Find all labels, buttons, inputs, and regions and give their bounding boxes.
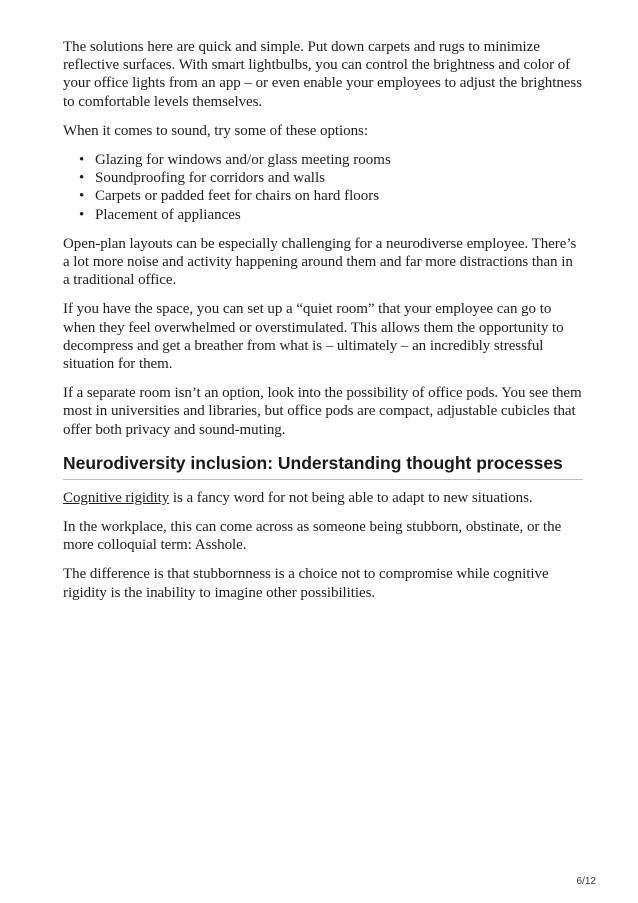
list-item bbox=[79, 169, 583, 187]
article-body bbox=[63, 38, 583, 613]
bullet-icon: • bbox=[79, 206, 85, 223]
list-item bbox=[79, 206, 583, 224]
list-item-text: Placement of appliances bbox=[95, 206, 241, 223]
paragraph-difference: The difference is that stubbornness is a choice not to compromise while cognitive rigidity is the inability to imagine other possibilities. bbox=[63, 566, 549, 601]
paragraph-workplace: In the workplace, this can come across as someone being stubborn, obstinate, or the more colloquial term: Asshole. bbox=[63, 519, 562, 554]
paragraph-sound-intro: When it comes to sound, try some of these options: bbox=[63, 122, 368, 139]
list-item bbox=[79, 151, 583, 169]
list-item bbox=[79, 187, 583, 205]
paragraph-open-plan: Open-plan layouts can be especially challenging for a neurodiverse employee. There’s a lot more noise and activity happening around them and far more distractions than in a traditional office. bbox=[63, 235, 577, 289]
page-number: 6/12 bbox=[576, 876, 596, 887]
list-item-text: Glazing for windows and/or glass meeting rooms bbox=[95, 152, 391, 169]
paragraph-quiet-room: If you have the space, you can set up a “quiet room” that your employee can go to when they feel overwhelmed or overstimulated. This allows them the opportunity to decompress and get a breather from what is – ultimately – an incredibly stressful situation for them. bbox=[63, 301, 564, 373]
section-heading: Neurodiversity inclusion: Understanding thought processes bbox=[63, 453, 583, 480]
list-item-text: Carpets or padded feet for chairs on hard floors bbox=[95, 188, 380, 205]
paragraph-lighting-solutions: The solutions here are quick and simple. Put down carpets and rugs to minimize reflective surfaces. With smart lightbulbs, you can control the brightness and color of your office lights from an app – or even enable your employees to adjust the brightness to comfortable levels themselves. bbox=[63, 39, 582, 110]
cognitive-rigidity-link[interactable]: Cognitive rigidity bbox=[63, 489, 170, 506]
list-item-text: Soundproofing for corridors and walls bbox=[95, 170, 325, 187]
paragraph-office-pods: If a separate room isn’t an option, look into the possibility of office pods. You see them most in universities and libraries, but office pods are compact, adjustable cubicles that offer both privacy and sound-muting. bbox=[63, 385, 582, 438]
paragraph-cognitive-rigidity bbox=[63, 489, 583, 507]
bullet-icon: • bbox=[79, 170, 85, 187]
bullet-icon: • bbox=[79, 188, 85, 205]
bullet-icon: • bbox=[79, 152, 85, 169]
sound-options-list bbox=[63, 151, 583, 224]
paragraph-text: is a fancy word for not being able to adapt to new situations. bbox=[169, 489, 533, 506]
